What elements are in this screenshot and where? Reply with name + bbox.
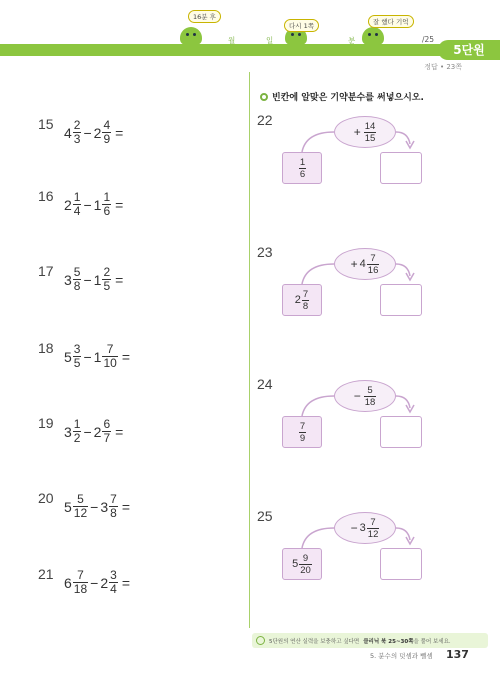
numerator: 7 xyxy=(370,516,376,528)
start-box xyxy=(282,416,322,448)
problem-number: 18 xyxy=(38,340,54,356)
mascot-bubble-3: 잘 했다 기억 xyxy=(368,15,414,28)
numerator: 1 xyxy=(103,190,111,204)
clinic-note-bold: 클리닉 북 25~30쪽 xyxy=(363,638,414,645)
problem-number: 17 xyxy=(38,263,54,279)
denominator: 4 xyxy=(110,582,117,596)
denominator: 5 xyxy=(103,279,111,293)
whole-part: 5 xyxy=(64,498,72,515)
minuend-fraction xyxy=(73,493,88,520)
problem-24 xyxy=(280,378,450,458)
operand-fraction xyxy=(367,517,380,540)
operation-sign: + xyxy=(350,257,358,271)
equals-sign: = xyxy=(115,196,124,213)
operation-oval xyxy=(334,380,396,412)
whole-part: 4 xyxy=(64,124,72,141)
whole-part: 1 xyxy=(93,271,102,288)
denominator: 8 xyxy=(110,506,117,520)
whole-part: 3 xyxy=(359,522,366,534)
clinic-note-prefix: 5단원의 연산 실력을 보충하고 싶다면 xyxy=(269,638,360,645)
bullet-icon xyxy=(260,93,268,101)
equals-sign: = xyxy=(121,348,131,365)
answer-reference: 정답 • 23쪽 xyxy=(424,63,462,71)
clinic-note xyxy=(252,633,488,648)
denominator: 18 xyxy=(73,582,88,596)
expression xyxy=(64,343,130,370)
numerator: 9 xyxy=(302,552,309,564)
numerator: 14 xyxy=(364,120,376,132)
numerator: 7 xyxy=(77,568,84,582)
expression xyxy=(64,569,130,596)
whole-part: 3 xyxy=(100,498,109,515)
denominator: 6 xyxy=(299,168,306,180)
problem-number: 21 xyxy=(38,566,54,582)
subtrahend-fraction xyxy=(109,569,118,596)
start-box xyxy=(282,284,322,316)
operation-oval xyxy=(334,248,396,280)
numerator: 1 xyxy=(73,417,81,431)
clinic-icon xyxy=(256,636,265,645)
numerator: 2 xyxy=(73,118,81,132)
problem-number: 25 xyxy=(257,508,273,524)
denominator: 12 xyxy=(367,528,379,540)
whole-part: 1 xyxy=(93,196,102,213)
denominator: 6 xyxy=(103,204,111,218)
numerator: 5 xyxy=(367,384,373,396)
problem-number: 23 xyxy=(257,244,273,260)
whole-part: 4 xyxy=(359,258,366,270)
denominator: 9 xyxy=(299,432,306,444)
start-box xyxy=(282,548,322,580)
minuend-fraction xyxy=(73,569,88,596)
subtrahend-fraction xyxy=(109,493,118,520)
operation-oval xyxy=(334,512,396,544)
denominator: 12 xyxy=(73,506,88,520)
page-number: 137 xyxy=(446,648,469,661)
operation-oval xyxy=(334,116,396,148)
minuend-fraction xyxy=(73,119,82,146)
expression xyxy=(64,493,130,520)
operand-fraction xyxy=(364,121,377,144)
denominator: 9 xyxy=(103,132,111,146)
score-label: /25 xyxy=(422,35,435,44)
start-fraction xyxy=(299,157,306,180)
numerator: 3 xyxy=(110,568,117,582)
problem-number: 19 xyxy=(38,415,54,431)
minus-sign: − xyxy=(90,574,99,591)
numerator: 6 xyxy=(103,417,111,431)
equals-sign: = xyxy=(121,498,131,515)
minus-sign: − xyxy=(83,271,92,288)
whole-part: 1 xyxy=(93,348,102,365)
denominator: 7 xyxy=(103,431,111,445)
problem-number: 20 xyxy=(38,490,54,506)
subtrahend-fraction xyxy=(102,266,111,293)
clinic-note-suffix: 을 풀어 보세요. xyxy=(413,638,451,645)
denominator: 8 xyxy=(302,300,309,312)
whole-part: 2 xyxy=(64,196,72,213)
problem-23 xyxy=(280,246,450,326)
numerator: 1 xyxy=(299,156,306,168)
problem-25 xyxy=(280,510,450,590)
subtrahend-fraction xyxy=(102,119,111,146)
answer-box[interactable] xyxy=(380,548,422,580)
operand-fraction xyxy=(367,253,380,276)
equals-sign: = xyxy=(115,271,124,288)
start-fraction xyxy=(302,289,309,312)
instruction-text: 빈칸에 알맞은 기약분수를 써넣으시오. xyxy=(272,93,424,103)
answer-box[interactable] xyxy=(380,152,422,184)
numerator: 5 xyxy=(73,265,81,279)
minus-sign: − xyxy=(90,498,99,515)
subtrahend-fraction xyxy=(102,418,111,445)
numerator: 7 xyxy=(302,288,309,300)
whole-part: 3 xyxy=(64,423,72,440)
operation-sign: − xyxy=(350,521,358,535)
mascot-bubble-1: 16분 후 xyxy=(188,10,221,23)
numerator: 2 xyxy=(103,265,111,279)
start-fraction xyxy=(299,421,306,444)
denominator: 20 xyxy=(300,564,311,576)
minus-sign: − xyxy=(83,124,92,141)
denominator: 2 xyxy=(73,431,81,445)
numerator: 5 xyxy=(77,492,84,506)
problem-number: 16 xyxy=(38,188,54,204)
whole-part: 2 xyxy=(294,294,301,306)
start-box xyxy=(282,152,322,184)
minus-sign: − xyxy=(83,423,92,440)
whole-part: 2 xyxy=(100,574,109,591)
operation-sign: + xyxy=(353,125,361,139)
day-label: 일 xyxy=(266,36,274,45)
numerator: 4 xyxy=(103,118,111,132)
expression xyxy=(64,191,123,218)
minus-sign: − xyxy=(83,196,92,213)
problem-number: 24 xyxy=(257,376,273,392)
numerator: 3 xyxy=(73,342,81,356)
expression xyxy=(64,418,123,445)
mascot-icon xyxy=(362,27,384,45)
numerator: 1 xyxy=(73,190,81,204)
whole-part: 2 xyxy=(93,423,102,440)
denominator: 15 xyxy=(364,132,376,144)
equals-sign: = xyxy=(115,423,124,440)
problem-22 xyxy=(280,114,450,194)
equals-sign: = xyxy=(115,124,124,141)
expression xyxy=(64,119,123,146)
numerator: 7 xyxy=(106,342,114,356)
minus-sign: − xyxy=(83,348,92,365)
minuend-fraction xyxy=(73,343,82,370)
header-band xyxy=(0,44,500,56)
answer-box[interactable] xyxy=(380,416,422,448)
operand-fraction xyxy=(364,385,377,408)
numerator: 7 xyxy=(370,252,376,264)
subtrahend-fraction xyxy=(102,343,117,370)
expression xyxy=(64,266,123,293)
unit-tab: 5단원 xyxy=(438,40,500,60)
numerator: 7 xyxy=(299,420,306,432)
denominator: 16 xyxy=(367,264,379,276)
mascot-icon xyxy=(180,27,202,45)
problem-number: 22 xyxy=(257,112,273,128)
denominator: 18 xyxy=(364,396,376,408)
column-divider xyxy=(249,72,250,628)
month-label: 월 xyxy=(228,36,236,45)
subtrahend-fraction xyxy=(102,191,111,218)
mascot-bubble-2: 다시 1쪽 xyxy=(284,19,319,32)
start-fraction xyxy=(299,553,312,576)
denominator: 10 xyxy=(103,356,117,370)
problem-number: 15 xyxy=(38,116,54,132)
whole-part: 5 xyxy=(64,348,72,365)
denominator: 5 xyxy=(73,356,81,370)
whole-part: 5 xyxy=(292,558,299,570)
minuend-fraction xyxy=(73,266,82,293)
whole-part: 3 xyxy=(64,271,72,288)
denominator: 8 xyxy=(73,279,81,293)
instruction xyxy=(260,90,424,103)
whole-part: 6 xyxy=(64,574,72,591)
answer-box[interactable] xyxy=(380,284,422,316)
whole-part: 2 xyxy=(93,124,102,141)
equals-sign: = xyxy=(121,574,131,591)
minuend-fraction xyxy=(73,191,82,218)
denominator: 4 xyxy=(73,204,81,218)
chapter-title: 5. 분수의 덧셈과 뺄셈 xyxy=(370,652,433,660)
minute-label: 분 xyxy=(348,36,356,45)
denominator: 3 xyxy=(73,132,81,146)
numerator: 7 xyxy=(110,492,117,506)
minuend-fraction xyxy=(73,418,82,445)
operation-sign: − xyxy=(353,389,361,403)
